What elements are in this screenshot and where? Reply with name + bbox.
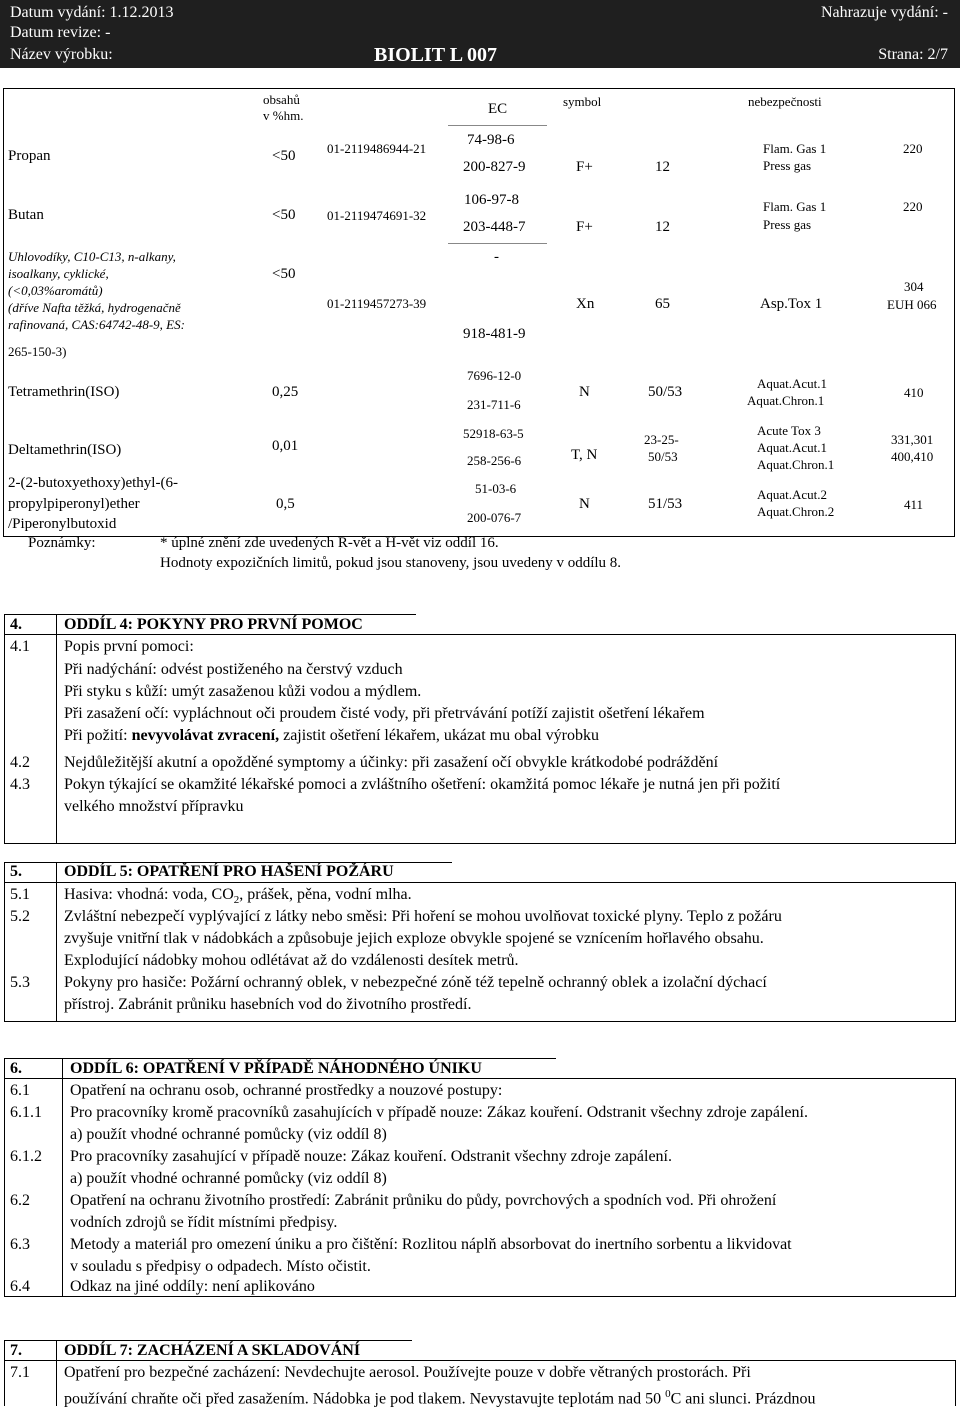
row-symbol: N: [579, 384, 590, 400]
row-pct: 0,5: [276, 496, 295, 512]
row-r: 23-25-: [644, 432, 679, 447]
subsection-number: 6.4: [10, 1278, 30, 1295]
row-pct: 0,01: [272, 438, 299, 454]
subsection-number: 6.3: [10, 1236, 30, 1253]
subsection-number: 4.2: [10, 754, 30, 771]
row-name: Butan: [8, 207, 44, 223]
row-h: 304: [904, 279, 924, 294]
subsection-text: v souladu s předpisy o odpadech. Místo očistit.: [70, 1258, 371, 1275]
subsection-number: 6.1.1: [10, 1104, 42, 1121]
row-cas: 52918-63-5: [463, 426, 524, 441]
row-symbol: N: [579, 496, 590, 512]
row-name: isoalkany, cyklické,: [8, 266, 109, 281]
row-name: Tetramethrin(ISO): [8, 384, 120, 400]
subsection-number: 6.2: [10, 1192, 30, 1209]
superscript: 0: [665, 1388, 671, 1400]
row-r: 12: [655, 159, 670, 175]
row-class: Acute Tox 3: [757, 423, 821, 438]
row-symbol: T, N: [571, 447, 598, 463]
row-h: 331,301: [891, 432, 934, 447]
subscript: 2: [233, 894, 240, 907]
subsection-text: vodních zdrojů se řídit místními předpisy.: [70, 1214, 338, 1231]
row-ec: 231-711-6: [467, 397, 521, 412]
revision-date: Datum revize: -: [10, 24, 111, 41]
subsection-text: Při zasažení očí: vypláchnout oči proudem čisté vody, při přetrvávání potíží zajistit ošetření lékařem: [64, 705, 705, 722]
text-emphasis: nevyvolávat zvracení,: [131, 727, 280, 744]
row-cas: 51-03-6: [475, 481, 517, 496]
text-span: zajistit ošetření lékařem, ukázat mu obal výrobku: [279, 727, 599, 744]
section-number: 7.: [10, 1342, 22, 1359]
col-header-hazard: nebezpečnosti: [748, 94, 822, 109]
row-name: 265-150-3): [8, 344, 67, 359]
replaces-issue: Nahrazuje vydání: -: [820, 4, 948, 21]
row-h: 400,410: [891, 449, 934, 464]
subsection-number: 5.2: [10, 908, 30, 925]
note-text: * úplné znění zde uvedených R-vět a H-vět viz oddíl 16.: [160, 535, 499, 551]
row-ec: 203-448-7: [463, 219, 526, 235]
subsection-text: Pro pracovníky zasahující v případě nouze: Zákaz kouření. Odstranit všechny zdroje zapálení.: [70, 1148, 672, 1165]
page-number: Strana: 2/7: [878, 46, 948, 63]
row-pct: <50: [272, 266, 296, 282]
row-reg: 01-2119457273-39: [327, 296, 427, 311]
row-cas: -: [494, 249, 499, 265]
row-h: 220: [903, 141, 923, 156]
subsection-number: 5.3: [10, 974, 30, 991]
section-number: 6.: [10, 1060, 22, 1077]
subsection-text: Pokyny pro hasiče: Požární ochranný oblek, v nebezpečné zóně též tepelně ochranný oblek a izolační dýchací: [64, 974, 767, 991]
product-name-label: Název výrobku:: [10, 46, 113, 63]
subsection-text: Pokyn týkající se okamžité lékařské pomoci a zvláštního ošetření: okamžitá pomoc lékaře je nutná jen při požití: [64, 776, 781, 793]
subsection-text: Explodující nádobky mohou odlétávat až do vzdálenosti desítek metrů.: [64, 952, 519, 969]
subsection-text: a) použít vhodné ochranné pomůcky (viz oddíl 8): [70, 1170, 387, 1187]
subsection-text: přístroj. Zabránit průniku hasebních vod do životního prostředí.: [64, 996, 472, 1013]
row-class: Aquat.Chron.1: [757, 457, 835, 472]
text-span: používání chraňte oči před zasažením. Nádobka je pod tlakem. Nevystavujte teplotám nad 50: [64, 1390, 666, 1408]
row-class: Aquat.Acut.2: [757, 487, 828, 502]
col-header-ec: EC: [488, 101, 508, 117]
row-r: 51/53: [648, 496, 683, 512]
text-span: Hasiva: vhodná: voda, CO: [64, 886, 234, 903]
section-title: ODDÍL 7: ZACHÁZENÍ A SKLADOVÁNÍ: [64, 1342, 361, 1359]
row-name: (<0,03%aromátů): [8, 283, 103, 298]
row-pct: <50: [272, 148, 296, 164]
row-class: Flam. Gas 1: [763, 141, 827, 156]
row-name: /Piperonylbutoxid: [8, 516, 117, 532]
text-span: , prášek, pěna, vodní mlha.: [239, 886, 412, 903]
row-pct: 0,25: [272, 384, 299, 400]
row-h: 220: [903, 199, 923, 214]
row-name: Propan: [8, 148, 51, 164]
row-cas: 7696-12-0: [467, 368, 522, 383]
subsection-text: Opatření pro bezpečné zacházení: Nevdechujte aerosol. Používejte pouze v dobře větraných prostorách. Při: [64, 1364, 751, 1381]
subsection-text: Opatření na ochranu osob, ochranné prostředky a nouzové postupy:: [70, 1082, 503, 1099]
note-text: Hodnoty expozičních limitů, pokud jsou stanoveny, jsou uvedeny v oddílu 8.: [160, 555, 622, 571]
row-name: 2-(2-butoxyethoxy)ethyl-(6-: [8, 475, 178, 491]
row-name: Uhlovodíky, C10-C13, n-alkany,: [8, 249, 176, 264]
subsection-number: 4.1: [10, 638, 30, 655]
row-h: 411: [904, 497, 924, 512]
row-class: Flam. Gas 1: [763, 199, 827, 214]
section-title: ODDÍL 4: POKYNY PRO PRVNÍ POMOC: [64, 616, 363, 633]
row-class: Press gas: [763, 158, 812, 173]
section-title: ODDÍL 5: OPATŘENÍ PRO HAŠENÍ POŽÁRU: [64, 863, 394, 880]
row-h: 410: [904, 385, 924, 400]
section-title: ODDÍL 6: OPATŘENÍ V PŘÍPADĚ NÁHODNÉHO ÚNIKU: [70, 1060, 482, 1077]
row-symbol: F+: [576, 159, 593, 175]
text-span: Při požití:: [64, 727, 132, 744]
subsection-text: Metody a materiál pro omezení úniku a pro čištění: Rozlitou náplň absorbovat do inertního sorbentu a likvidovat: [70, 1236, 792, 1253]
subsection-text: [64, 725, 599, 747]
row-class: Press gas: [763, 217, 812, 232]
row-name: Deltamethrin(ISO): [8, 442, 122, 458]
row-symbol: Xn: [576, 296, 595, 312]
subsection-text: a) použít vhodné ochranné pomůcky (viz oddíl 8): [70, 1126, 387, 1143]
subsection-text: Při nadýchání: odvést postiženého na čerstvý vzduch: [64, 661, 403, 678]
row-class: Asp.Tox 1: [760, 296, 823, 312]
row-name: propylpiperonyl)ether: [8, 496, 140, 512]
subsection-number: 4.3: [10, 776, 30, 793]
row-reg: 01-2119474691-32: [327, 208, 427, 223]
page-header: [0, 0, 960, 68]
subsection-number: 6.1: [10, 1082, 30, 1099]
subsection-text: Pro pracovníky kromě pracovníků zasahujících v případě nouze: Zákaz kouření. Odstranit všechny zdroje zapálení.: [70, 1104, 808, 1121]
row-h: EUH 066: [887, 297, 937, 312]
row-class: Aquat.Acut.1: [757, 376, 828, 391]
subsection-number: 5.1: [10, 886, 30, 903]
text-span: C ani slunci. Prázdnou: [670, 1390, 816, 1408]
col-header-content: obsahů: [263, 92, 300, 107]
row-r: 65: [655, 296, 670, 312]
row-class: Aquat.Chron.1: [747, 393, 825, 408]
subsection-text: Odkaz na jiné oddíly: není aplikováno: [70, 1278, 315, 1295]
subsection-text: velkého množství přípravku: [64, 798, 244, 815]
row-ec: 918-481-9: [463, 326, 526, 342]
section-number: 4.: [10, 616, 22, 633]
row-ec: 258-256-6: [467, 453, 522, 468]
col-header-symbol: symbol: [563, 94, 602, 109]
row-symbol: F+: [576, 219, 593, 235]
row-class: Aquat.Chron.2: [757, 504, 835, 519]
row-name: rafinovaná, CAS:64742-48-9, ES:: [8, 317, 185, 332]
section-number: 5.: [10, 863, 22, 880]
subsection-number: 6.1.2: [10, 1148, 42, 1165]
subsection-number: 7.1: [10, 1364, 30, 1381]
row-cas: 106-97-8: [464, 192, 519, 208]
row-r: 12: [655, 219, 670, 235]
row-pct: <50: [272, 207, 296, 223]
issue-date: Datum vydání: 1.12.2013: [10, 4, 174, 21]
col-header-content-unit: v %hm.: [263, 108, 304, 123]
notes-label: Poznámky:: [28, 535, 96, 551]
row-reg: 01-2119486944-21: [327, 141, 427, 156]
subsection-text: Nejdůležitější akutní a opožděné symptomy a účinky: při zasažení očí obvykle krátkodobé podráždění: [64, 754, 719, 771]
subsection-text: zvyšuje vnitřní tlak v nádobkách a způsobuje jejich exploze obvykle spojené se vznícením hořlavého obsahu.: [64, 930, 764, 947]
subsection-text: Opatření na ochranu životního prostředí: Zabránit průniku do půdy, povrchových a spodních vod. Při ohrožení: [70, 1192, 777, 1209]
subsection-text: Při styku s kůží: umýt zasaženou kůži vodou a mýdlem.: [64, 683, 422, 700]
row-ec: 200-076-7: [467, 510, 522, 525]
row-cas: 74-98-6: [467, 132, 515, 148]
row-class: Aquat.Acut.1: [757, 440, 828, 455]
row-name: (dříve Nafta těžká, hydrogenačně: [8, 300, 181, 315]
row-ec: 200-827-9: [463, 159, 526, 175]
row-r: 50/53: [648, 449, 678, 464]
subsection-text: Popis první pomoci:: [64, 638, 194, 655]
subsection-text: Zvláštní nebezpečí vyplývající z látky nebo směsi: Při hoření se mohou uvolňovat toxické plyny. Teplo z požáru: [64, 908, 782, 925]
row-r: 50/53: [648, 384, 683, 400]
product-name: BIOLIT L 007: [374, 44, 498, 66]
